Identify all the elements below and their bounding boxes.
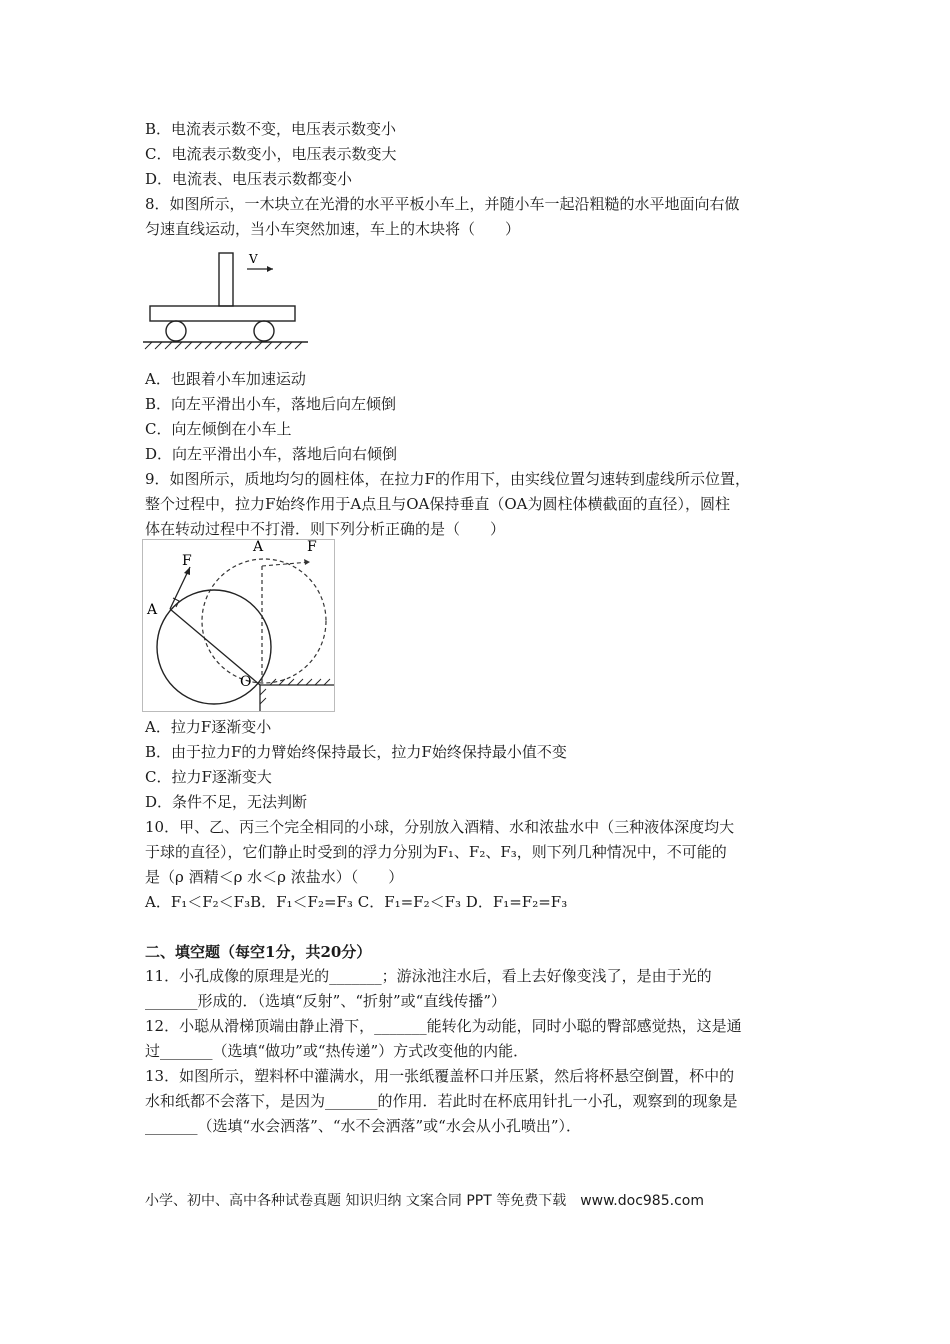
q8-option-a: A．也跟着小车加速运动 <box>145 370 306 388</box>
cart-plate <box>150 306 295 321</box>
q8-stem-line1: 8．如图所示，一木块立在光滑的水平平板小车上，并随小车一起沿粗糙的水平地面向右做 <box>145 195 740 213</box>
q13-line2: 水和纸都不会落下，是因为_______的作用．若此时在杯底用针扎一小孔，观察到的现象是 <box>145 1092 738 1110</box>
ledge-hatch <box>260 679 330 704</box>
cart-wheel-right <box>254 321 274 341</box>
q9-cylinder-figure <box>142 539 336 714</box>
q10-stem-line3: 是（ρ 酒精＜ρ 水＜ρ 浓盐水）（ ） <box>145 868 404 886</box>
q9-stem-line2: 整个过程中，拉力F始终作用于A点且与OA保持垂直（OA为圆柱体横截面的直径），圆柱 <box>145 495 731 513</box>
label-f-left: F <box>182 553 192 569</box>
q8-cart-figure <box>140 248 315 356</box>
cart-wheel-left <box>166 321 186 341</box>
q8-option-b: B．向左平滑出小车，落地后向左倾倒 <box>145 395 397 413</box>
q8-option-c: C．向左倾倒在小车上 <box>145 420 292 438</box>
q12-line1: 12．小聪从滑梯顶端由静止滑下，_______能转化为动能，同时小聪的臀部感觉热，这是通 <box>145 1017 742 1035</box>
label-a-top: A <box>253 539 264 555</box>
q9-option-b: B．由于拉力F的力臂始终保持最长，拉力F始终保持最小值不变 <box>145 743 567 761</box>
q10-stem-line2: 于球的直径），它们静止时受到的浮力分别为F₁、F₂、F₃，则下列几种情况中，不可能的 <box>145 843 727 861</box>
q10-stem-line1: 10．甲、乙、丙三个完全相同的小球，分别放入酒精、水和浓盐水中（三种液体深度均大 <box>145 818 735 836</box>
force-arrow-dashed <box>262 562 310 566</box>
q10-options: A．F₁＜F₂＜F₃B．F₁＜F₂=F₃ C．F₁=F₂＜F₃ D．F₁=F₂=F₃ <box>145 893 568 911</box>
q8-option-d: D．向左平滑出小车，落地后向右倾倒 <box>145 445 398 463</box>
q13-line1: 13．如图所示，塑料杯中灌满水，用一张纸覆盖杯口并压紧，然后将杯悬空倒置，杯中的 <box>145 1067 735 1085</box>
label-o: O <box>240 674 252 690</box>
ground-hatch <box>145 342 302 349</box>
q9-option-a: A．拉力F逐渐变小 <box>145 718 272 736</box>
q7-option-b: B．电流表示数不变，电压表示数变小 <box>145 120 397 138</box>
q8-stem-line2: 匀速直线运动，当小车突然加速，车上的木块将（ ） <box>145 220 521 238</box>
q9-option-d: D．条件不足，无法判断 <box>145 793 308 811</box>
q11-line1: 11．小孔成像的原理是光的_______；游泳池注水后，看上去好像变浅了，是由于光的 <box>145 967 712 985</box>
wood-block <box>219 253 233 306</box>
section-2-heading: 二、填空题（每空1分，共20分） <box>145 943 372 961</box>
q11-line2: _______形成的．（选填“反射”、“折射”或“直线传播”） <box>145 992 507 1010</box>
q12-line2: 过_______（选填“做功”或“热传递”）方式改变他的内能． <box>145 1042 529 1060</box>
q9-stem-line3: 体在转动过程中不打滑．则下列分析正确的是（ ） <box>145 520 506 538</box>
q7-option-d: D．电流表、电压表示数都变小 <box>145 170 353 188</box>
q13-line3: _______（选填“水会洒落”、“水不会洒落”或“水会从小孔喷出”）． <box>145 1117 582 1135</box>
q7-option-c: C．电流表示数变小，电压表示数变大 <box>145 145 397 163</box>
label-f-top: F <box>307 539 317 555</box>
q9-option-c: C．拉力F逐渐变大 <box>145 768 272 786</box>
velocity-label: V <box>249 252 258 266</box>
q9-stem-line1: 9．如图所示，质地均匀的圆柱体，在拉力F的作用下，由实线位置匀速转到虚线所示位置， <box>145 470 750 488</box>
label-a-left: A <box>147 602 158 618</box>
page-footer: 小学、初中、高中各种试卷真题 知识归纳 文案合同 PPT 等免费下载 www.doc985.com <box>145 1193 704 1209</box>
